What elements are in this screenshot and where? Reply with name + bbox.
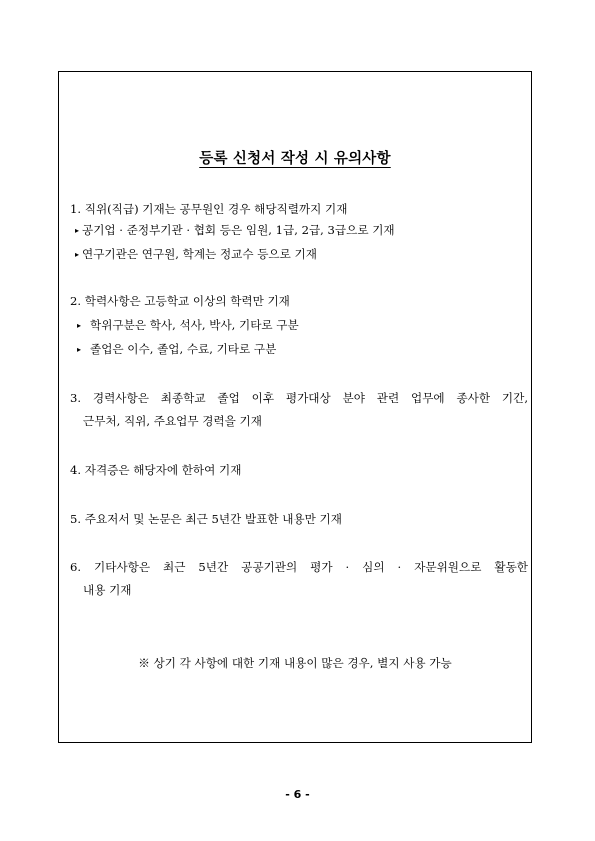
item-3: 3. 경력사항은 최종학교 졸업 이후 평가대상 분야 관련 업무에 종사한 기간, xyxy=(70,391,528,405)
item-2: 2. 학력사항은 고등학교 이상의 학력만 기재 xyxy=(70,294,290,308)
bullet-icon: ▸ xyxy=(75,250,80,259)
note-text: ※ 상기 각 사항에 대한 기재 내용이 많은 경우, 별지 사용 가능 xyxy=(138,656,452,670)
item-1: 1. 직위(직급) 기재는 공무원인 경우 해당직렬까지 기재 xyxy=(70,202,348,216)
item-1-sub-2: ▸ 연구기관은 연구원, 학계는 정교수 등으로 기재 xyxy=(75,247,317,261)
bullet-icon: ▸ xyxy=(77,345,82,354)
bullet-icon: ▸ xyxy=(77,321,82,330)
item-6-continuation: 내용 기재 xyxy=(83,583,132,597)
item-5: 5. 주요저서 및 논문은 최근 5년간 발표한 내용만 기재 xyxy=(70,512,342,526)
bullet-icon: ▸ xyxy=(75,226,80,235)
item-3-continuation: 근무처, 직위, 주요업무 경력을 기재 xyxy=(83,414,262,428)
item-2-sub-1: ▸ 학위구분은 학사, 석사, 박사, 기타로 구분 xyxy=(77,318,299,332)
notice-frame xyxy=(58,71,532,743)
item-6: 6. 기타사항은 최근 5년간 공공기관의 평가 · 심의 · 자문위원으로 활동한 xyxy=(70,560,528,574)
document-title: 등록 신청서 작성 시 유의사항 xyxy=(199,150,391,167)
item-4: 4. 자격증은 해당자에 한하여 기재 xyxy=(70,463,242,477)
item-1-sub-1: ▸ 공기업 · 준정부기관 · 협회 등은 임원, 1급, 2급, 3급으로 기재 xyxy=(75,223,395,237)
item-2-sub-2: ▸ 졸업은 이수, 졸업, 수료, 기타로 구분 xyxy=(77,342,277,356)
page-number: - 6 - xyxy=(285,788,310,801)
